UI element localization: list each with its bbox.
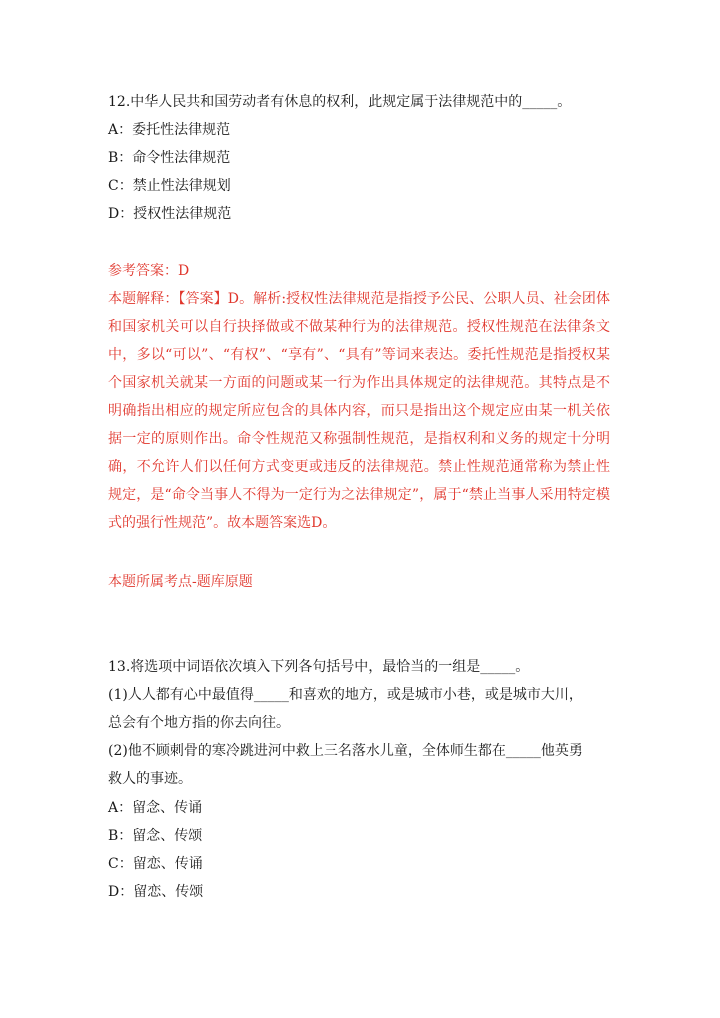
question-13-sentence-2-line-2: 救人的事迹。 bbox=[108, 771, 192, 787]
question-13-option-b: B：留念、传颂 bbox=[108, 828, 203, 844]
question-12-explanation: 本题解释：【答案】D。解析:授权性法律规范是指授予公民、公职人员、社会团体和国家机关可以自行抉择做或不做某种行为的法律规范。授权性规范在法律条文中，多以“可以”、“有权”、“享有”、“具有”等词来表达。委托性规范是指授权某个国家机关就某一方面的问题或某一行为作出具体规定的法律规范。其特点是不明确指出相应的规定所应包含的具体内容，而只是指出这个规定应由某一机关依据一定的原则作出。命令性规范又称强制性规范，是指权利和义务的规定十分明确，不允许人们以任何方式变更或违反的法律规范。禁止性规范通常称为禁止性规定，是“命令当事人不得为一定行为之法律规定”，属于“禁止当事人采用特定模式的强行性规范”。故本题答案选D。 bbox=[108, 291, 610, 531]
question-12-source: 本题所属考点-题库原题 bbox=[108, 574, 253, 590]
question-13-option-c: C：留恋、传诵 bbox=[108, 856, 203, 872]
question-13-sentence-1-line-2: 总会有个地方指的你去向往。 bbox=[108, 715, 290, 731]
question-12-option-d: D：授权性法律规范 bbox=[108, 206, 232, 222]
question-13-sentence-2-line-1: (2)他不顾刺骨的寒冷跳进河中救上三名落水儿童，全体师生都在_____他英勇 bbox=[108, 743, 583, 759]
question-12-answer: 参考答案：D bbox=[108, 263, 190, 279]
question-12-option-a: A：委托性法律规范 bbox=[108, 122, 231, 138]
question-12-stem: 12.中华人民共和国劳动者有休息的权利，此规定属于法律规范中的_____。 bbox=[108, 94, 572, 110]
question-13-option-d: D：留恋、传颂 bbox=[108, 884, 204, 900]
question-12-option-c: C：禁止性法律规划 bbox=[108, 178, 231, 194]
question-13-stem: 13.将选项中词语依次填入下列各句括号中，最恰当的一组是_____。 bbox=[108, 659, 530, 675]
question-12-option-b: B：命令性法律规范 bbox=[108, 150, 231, 166]
question-13-sentence-1-line-1: (1)人人都有心中最值得_____和喜欢的地方，或是城市小巷，或是城市大川， bbox=[108, 687, 583, 703]
question-13-option-a: A：留念、传诵 bbox=[108, 800, 203, 816]
